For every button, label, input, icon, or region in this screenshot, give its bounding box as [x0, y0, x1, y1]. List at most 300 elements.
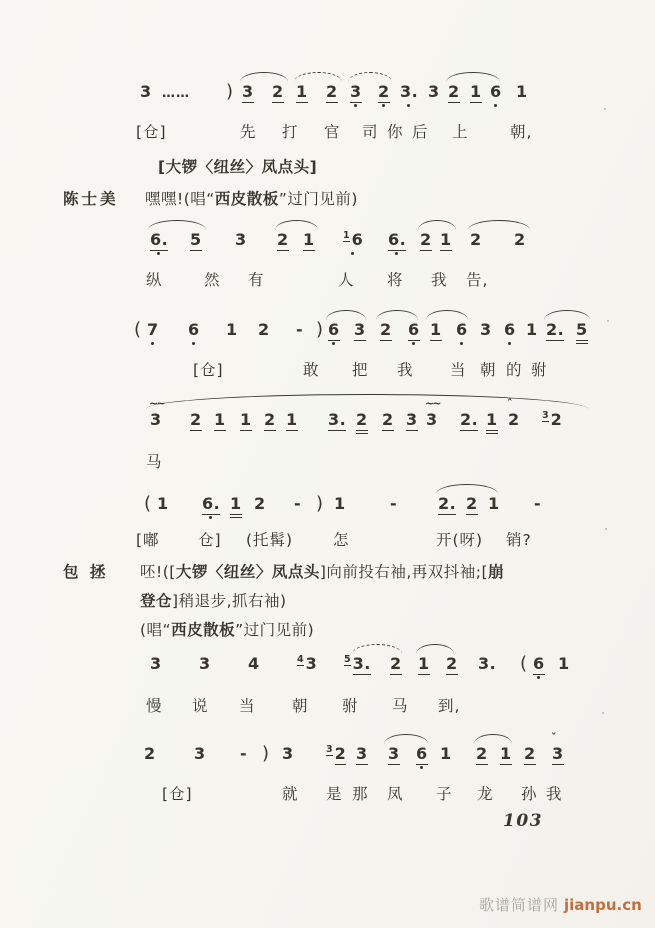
lyric-syllable: 的 — [506, 361, 523, 379]
score-line — [0, 731, 655, 814]
note-digit: - — [534, 494, 542, 513]
note-digit: 3. — [400, 82, 419, 101]
note-token — [440, 230, 452, 254]
octave-dot — [460, 342, 463, 345]
note-token — [147, 320, 159, 344]
lyric-syllable: (托髯) — [246, 531, 294, 549]
note-digit: 2 — [470, 230, 482, 249]
text-segment: 呸!([ — [140, 563, 176, 581]
lyric-syllable: 驸 — [531, 361, 548, 379]
note-digit: 1 — [230, 494, 242, 518]
slur-arc — [275, 220, 318, 230]
note-token — [282, 744, 294, 768]
note-digit: 3 — [552, 744, 564, 763]
octave-dot — [354, 104, 357, 107]
grace-note: 5 — [344, 654, 352, 665]
text-segment: 嘿嘿!(唱“ — [145, 190, 215, 208]
score-line — [0, 654, 655, 724]
note-token — [356, 744, 368, 768]
note-digit: 6. — [150, 230, 169, 249]
page-number: 103 — [503, 811, 543, 831]
slur-arc — [544, 310, 590, 320]
text-segment: 包 拯 — [63, 563, 109, 581]
note-token — [500, 744, 512, 768]
octave-dot — [332, 342, 335, 345]
note-token — [380, 320, 392, 344]
note-token — [230, 494, 242, 518]
grace-note: 1 — [343, 230, 351, 241]
note-token — [326, 744, 346, 768]
note-digit: 3 — [199, 654, 211, 673]
octave-dot — [508, 342, 511, 345]
note-token — [448, 82, 460, 106]
grace-note: 4 — [297, 654, 305, 665]
note-token — [390, 654, 402, 678]
note-token — [382, 410, 394, 434]
note-token — [526, 320, 538, 344]
note-digit: 1 — [334, 494, 346, 513]
lyric-syllable: 我 — [431, 271, 448, 289]
note-digit: 2 — [446, 654, 458, 673]
octave-dot — [420, 766, 423, 769]
note-digit: 4 — [248, 654, 260, 673]
lyric-syllable: 龙 — [477, 785, 494, 803]
score-line — [0, 397, 655, 480]
note-digit: 6. — [388, 230, 407, 249]
lyric-syllable: 纵 — [146, 271, 163, 289]
slur-arc — [348, 72, 392, 82]
octave-dot — [494, 104, 497, 107]
note-token — [486, 410, 498, 434]
note-digit: 3 — [356, 744, 368, 763]
note-digit: 1 — [470, 82, 482, 101]
text-segment: 登仓 — [140, 592, 173, 610]
lyric-syllable: 孙 — [521, 785, 538, 803]
note-token — [294, 494, 301, 518]
slur-arc — [468, 220, 530, 230]
note-digit: ( — [144, 493, 152, 514]
note-token — [490, 82, 502, 106]
note-digit: 1 — [430, 320, 442, 339]
note-token — [235, 230, 247, 254]
stage-direction — [145, 187, 358, 209]
note-digit: 1 — [157, 494, 169, 513]
lyric-syllable: [嘟 — [136, 531, 160, 549]
lyric-syllable: [仓] — [162, 785, 193, 803]
note-digit: 2 — [334, 744, 347, 763]
slur-arc — [436, 484, 498, 494]
lyric-syllable: 上 — [452, 123, 469, 141]
stage-direction — [140, 589, 287, 611]
note-token — [440, 744, 452, 768]
note-digit: 2 — [550, 410, 563, 429]
note-token — [516, 82, 528, 106]
note-digit: 6 — [490, 82, 502, 101]
note-digit: - — [390, 494, 398, 513]
note-digit: ) — [262, 743, 270, 764]
note-token — [194, 744, 206, 768]
note-token — [534, 494, 541, 518]
lyric-syllable: 是 — [326, 785, 343, 803]
stage-direction — [140, 618, 314, 640]
phrase-slur-arc — [146, 394, 588, 409]
lyric-syllable: 把 — [352, 361, 369, 379]
note-token — [277, 230, 289, 254]
note-token — [476, 744, 488, 768]
note-digit: 3 — [242, 82, 254, 101]
note-digit: 6 — [456, 320, 468, 339]
note-digit: 2 — [144, 744, 156, 763]
note-digit: 2 — [508, 410, 520, 429]
note-token — [242, 82, 254, 106]
octave-dot — [407, 104, 410, 107]
note-token — [144, 744, 156, 768]
note-token — [240, 744, 247, 768]
note-token — [262, 744, 270, 768]
note-digit: 7 — [147, 320, 159, 339]
octave-dot — [151, 342, 154, 345]
note-token — [258, 320, 270, 344]
note-token — [418, 654, 430, 678]
note-digit: 3 — [150, 410, 162, 429]
note-digit: 2. — [438, 494, 457, 513]
lyric-syllable: 先 — [240, 123, 257, 141]
octave-dot — [192, 342, 195, 345]
note-digit: 3. — [328, 410, 347, 429]
note-token — [328, 320, 340, 344]
note-digit: 6 — [408, 320, 420, 339]
note-digit: 6 — [328, 320, 340, 339]
note-token — [446, 654, 458, 678]
text-segment: ”过门见前) — [235, 621, 315, 639]
note-token — [240, 410, 252, 434]
text-segment: 西皮散板 — [171, 621, 236, 639]
note-token — [354, 320, 366, 344]
lyric-syllable: 司 — [362, 123, 379, 141]
octave-dot — [351, 252, 354, 255]
grace-note: 3 — [326, 744, 334, 755]
octave-dot — [537, 676, 540, 679]
note-digit: 2 — [378, 82, 390, 101]
note-token — [190, 410, 202, 434]
lyric-syllable: 马 — [146, 453, 163, 471]
note-token — [199, 654, 211, 678]
lyric-syllable: 朝, — [510, 123, 533, 141]
note-token — [254, 494, 266, 518]
slur-arc — [352, 644, 402, 654]
lyric-syllable: 当 — [239, 697, 256, 715]
slur-arc — [294, 72, 342, 82]
lyric-syllable: [仓] — [136, 123, 167, 141]
note-digit: 1 — [418, 654, 430, 673]
note-digit: 2. — [460, 410, 479, 429]
note-digit: 3 — [150, 654, 162, 673]
note-token — [297, 654, 317, 678]
note-token — [466, 494, 478, 518]
note-digit: - — [294, 494, 302, 513]
note-digit: 3 — [235, 230, 247, 249]
note-digit: 1 — [226, 320, 238, 339]
note-digit: 1 — [296, 82, 308, 101]
note-token — [438, 494, 456, 518]
note-digit: 2 — [356, 410, 368, 434]
note-token — [542, 410, 562, 434]
note-digit: 1 — [440, 744, 452, 763]
note-token — [350, 82, 362, 106]
note-digit: 6 — [533, 654, 545, 673]
note-digit: ) — [226, 81, 234, 102]
lyric-syllable: 官 — [324, 123, 341, 141]
hat-mark: ˆ — [507, 397, 511, 410]
note-digit: 3 — [305, 654, 318, 673]
note-digit: 2 — [190, 410, 202, 429]
note-token — [388, 744, 400, 768]
note-token — [316, 494, 324, 518]
lyric-syllable: [仓] — [193, 361, 224, 379]
note-digit: 1 — [488, 494, 500, 513]
note-token — [460, 410, 478, 434]
text-segment: ”过门见前) — [278, 190, 358, 208]
note-token — [190, 230, 202, 254]
note-token — [134, 320, 142, 344]
note-token — [520, 654, 528, 678]
note-token — [406, 410, 418, 434]
note-token — [202, 494, 220, 518]
note-token — [326, 82, 338, 106]
note-digit: 6 — [351, 230, 364, 249]
note-digit: 2 — [448, 82, 460, 101]
note-token — [420, 230, 432, 254]
note-digit: 5 — [190, 230, 202, 249]
note-token — [188, 320, 200, 344]
lyric-syllable: 到, — [438, 697, 461, 715]
note-digit: 3 — [406, 410, 418, 429]
slur-arc — [240, 72, 288, 82]
slur-arc — [418, 220, 456, 230]
note-digit: 3. — [478, 654, 497, 673]
slur-arc — [446, 72, 500, 82]
note-token — [416, 744, 428, 768]
octave-dot — [209, 516, 212, 519]
character-name — [63, 187, 119, 209]
character-name — [63, 560, 108, 582]
note-digit: 1 — [526, 320, 538, 339]
note-token — [286, 410, 298, 434]
lyric-syllable: 凤 — [387, 785, 404, 803]
note-digit: 2 — [524, 744, 536, 763]
note-token — [390, 494, 397, 518]
note-token — [144, 494, 152, 518]
slur-arc — [148, 220, 206, 230]
note-digit: 2 — [476, 744, 488, 763]
score-line — [0, 82, 655, 152]
note-token — [150, 230, 168, 254]
lyric-syllable: 你 — [387, 123, 404, 141]
note-digit: 3 — [480, 320, 492, 339]
text-segment: 陈士美 — [63, 190, 119, 208]
text-segment: (唱“ — [140, 621, 172, 639]
note-digit: 3 — [350, 82, 362, 101]
scan-speck — [602, 712, 604, 714]
note-digit: 6 — [416, 744, 428, 763]
note-token — [504, 320, 516, 344]
note-digit: 6 — [188, 320, 200, 339]
note-token — [264, 410, 276, 434]
note-digit: 3 — [388, 744, 400, 763]
note-digit: 2 — [514, 230, 526, 249]
text-segment: ]向前投右袖,再双抖袖;[ — [319, 563, 489, 581]
note-digit: 2 — [380, 320, 392, 339]
note-digit: 2 — [264, 410, 276, 429]
lyric-syllable: 销? — [506, 531, 532, 549]
lyric-syllable: 将 — [387, 271, 404, 289]
note-token — [428, 82, 440, 106]
note-digit: 3 — [354, 320, 366, 339]
slur-arc — [376, 310, 418, 320]
note-digit: 1 — [286, 410, 298, 429]
lyric-syllable: 子 — [436, 785, 453, 803]
lyric-syllable: 人 — [338, 271, 355, 289]
slur-arc — [474, 734, 512, 744]
watermark-site-name: 歌谱简谱网 — [479, 896, 560, 914]
lyric-syllable: 说 — [192, 697, 209, 715]
note-digit: 1 — [516, 82, 528, 101]
lyric-syllable: 后 — [412, 123, 429, 141]
note-token — [514, 230, 526, 254]
note-token — [140, 82, 152, 106]
note-digit: 3 — [140, 82, 152, 101]
octave-dot — [382, 104, 385, 107]
lyric-syllable: 仓] — [198, 531, 222, 549]
note-digit: 2 — [326, 82, 338, 101]
note-token — [296, 320, 303, 344]
lyric-syllable: 马 — [392, 697, 409, 715]
note-token — [470, 230, 482, 254]
lyric-syllable: 就 — [282, 785, 299, 803]
lyric-syllable: 告, — [466, 271, 489, 289]
note-token — [162, 82, 190, 106]
note-digit: 2 — [272, 82, 284, 101]
note-digit: 2 — [466, 494, 478, 513]
slur-arc — [416, 644, 454, 654]
note-digit: 2 — [258, 320, 270, 339]
note-token — [226, 82, 234, 106]
scan-speck — [605, 528, 607, 530]
note-digit: 1 — [500, 744, 512, 763]
lyric-syllable: 有 — [248, 271, 265, 289]
note-digit: 3 — [194, 744, 206, 763]
note-digit: …… — [162, 86, 190, 101]
lyric-syllable: 朝 — [292, 697, 309, 715]
note-token — [214, 410, 226, 434]
note-token — [470, 82, 482, 106]
octave-dot — [395, 252, 398, 255]
lyric-syllable: 慢 — [146, 697, 163, 715]
note-token — [408, 320, 420, 344]
note-token — [546, 320, 564, 344]
note-digit: 3 — [426, 410, 438, 429]
text-segment: [大锣〈纽丝〉凤点头] — [158, 158, 318, 176]
note-token — [356, 410, 368, 434]
trill-mark: ~~ — [149, 397, 164, 410]
note-digit: 3 — [282, 744, 294, 763]
lyric-syllable: 我 — [546, 785, 563, 803]
grace-note: 3 — [542, 410, 550, 421]
note-token — [272, 82, 284, 106]
slur-arc — [384, 734, 428, 744]
note-token — [343, 230, 363, 254]
note-token — [344, 654, 371, 678]
slur-arc — [426, 310, 468, 320]
note-digit: 2 — [277, 230, 289, 249]
lyric-syllable: 然 — [204, 271, 221, 289]
octave-dot — [412, 342, 415, 345]
note-token — [248, 654, 260, 678]
slur-arc — [326, 310, 366, 320]
trill-mark: ~~ — [425, 397, 440, 410]
watermark — [479, 894, 642, 915]
note-digit: 2 — [382, 410, 394, 429]
note-token — [425, 397, 440, 434]
note-token — [150, 654, 162, 678]
note-digit: 2 — [254, 494, 266, 513]
note-digit: ( — [520, 653, 528, 674]
note-digit: 3. — [352, 654, 371, 673]
lyric-syllable: 敢 — [303, 361, 320, 379]
score-line — [0, 320, 655, 390]
note-digit: 2 — [420, 230, 432, 249]
note-token — [378, 82, 390, 106]
v-mark: ˇ — [551, 731, 555, 744]
note-digit: ) — [316, 493, 324, 514]
note-token — [480, 320, 492, 344]
note-digit: 1 — [240, 410, 252, 429]
note-digit: - — [296, 320, 304, 339]
lyric-syllable: 那 — [352, 785, 369, 803]
note-digit: 1 — [440, 230, 452, 249]
text-segment: 崩 — [488, 563, 505, 581]
note-token — [388, 230, 406, 254]
watermark-domain: jianpu.cn — [564, 896, 642, 914]
note-token — [558, 654, 570, 678]
note-token — [507, 397, 520, 434]
note-token — [478, 654, 496, 678]
lyric-syllable: 怎 — [333, 531, 350, 549]
score-line — [0, 230, 655, 300]
lyric-syllable: 开(呀) — [436, 531, 484, 549]
note-token — [533, 654, 545, 678]
note-token — [551, 731, 564, 768]
note-digit: 2 — [390, 654, 402, 673]
note-digit: 2. — [546, 320, 565, 339]
lyric-syllable: 打 — [282, 123, 299, 141]
lyric-syllable: 当 — [450, 361, 467, 379]
text-segment: 大锣〈纽丝〉凤点头 — [175, 563, 320, 581]
lyric-syllable: 驸 — [342, 697, 359, 715]
note-token — [316, 320, 324, 344]
note-token — [334, 494, 346, 518]
note-token — [226, 320, 238, 344]
note-digit: 6. — [202, 494, 221, 513]
note-digit: 1 — [558, 654, 570, 673]
note-digit: 1 — [303, 230, 315, 249]
scan-speck — [607, 320, 609, 322]
stage-direction — [158, 155, 317, 177]
note-token — [328, 410, 346, 434]
text-segment: 西皮散板 — [214, 190, 279, 208]
note-digit: 3 — [428, 82, 440, 101]
lyric-syllable: 朝 — [480, 361, 497, 379]
